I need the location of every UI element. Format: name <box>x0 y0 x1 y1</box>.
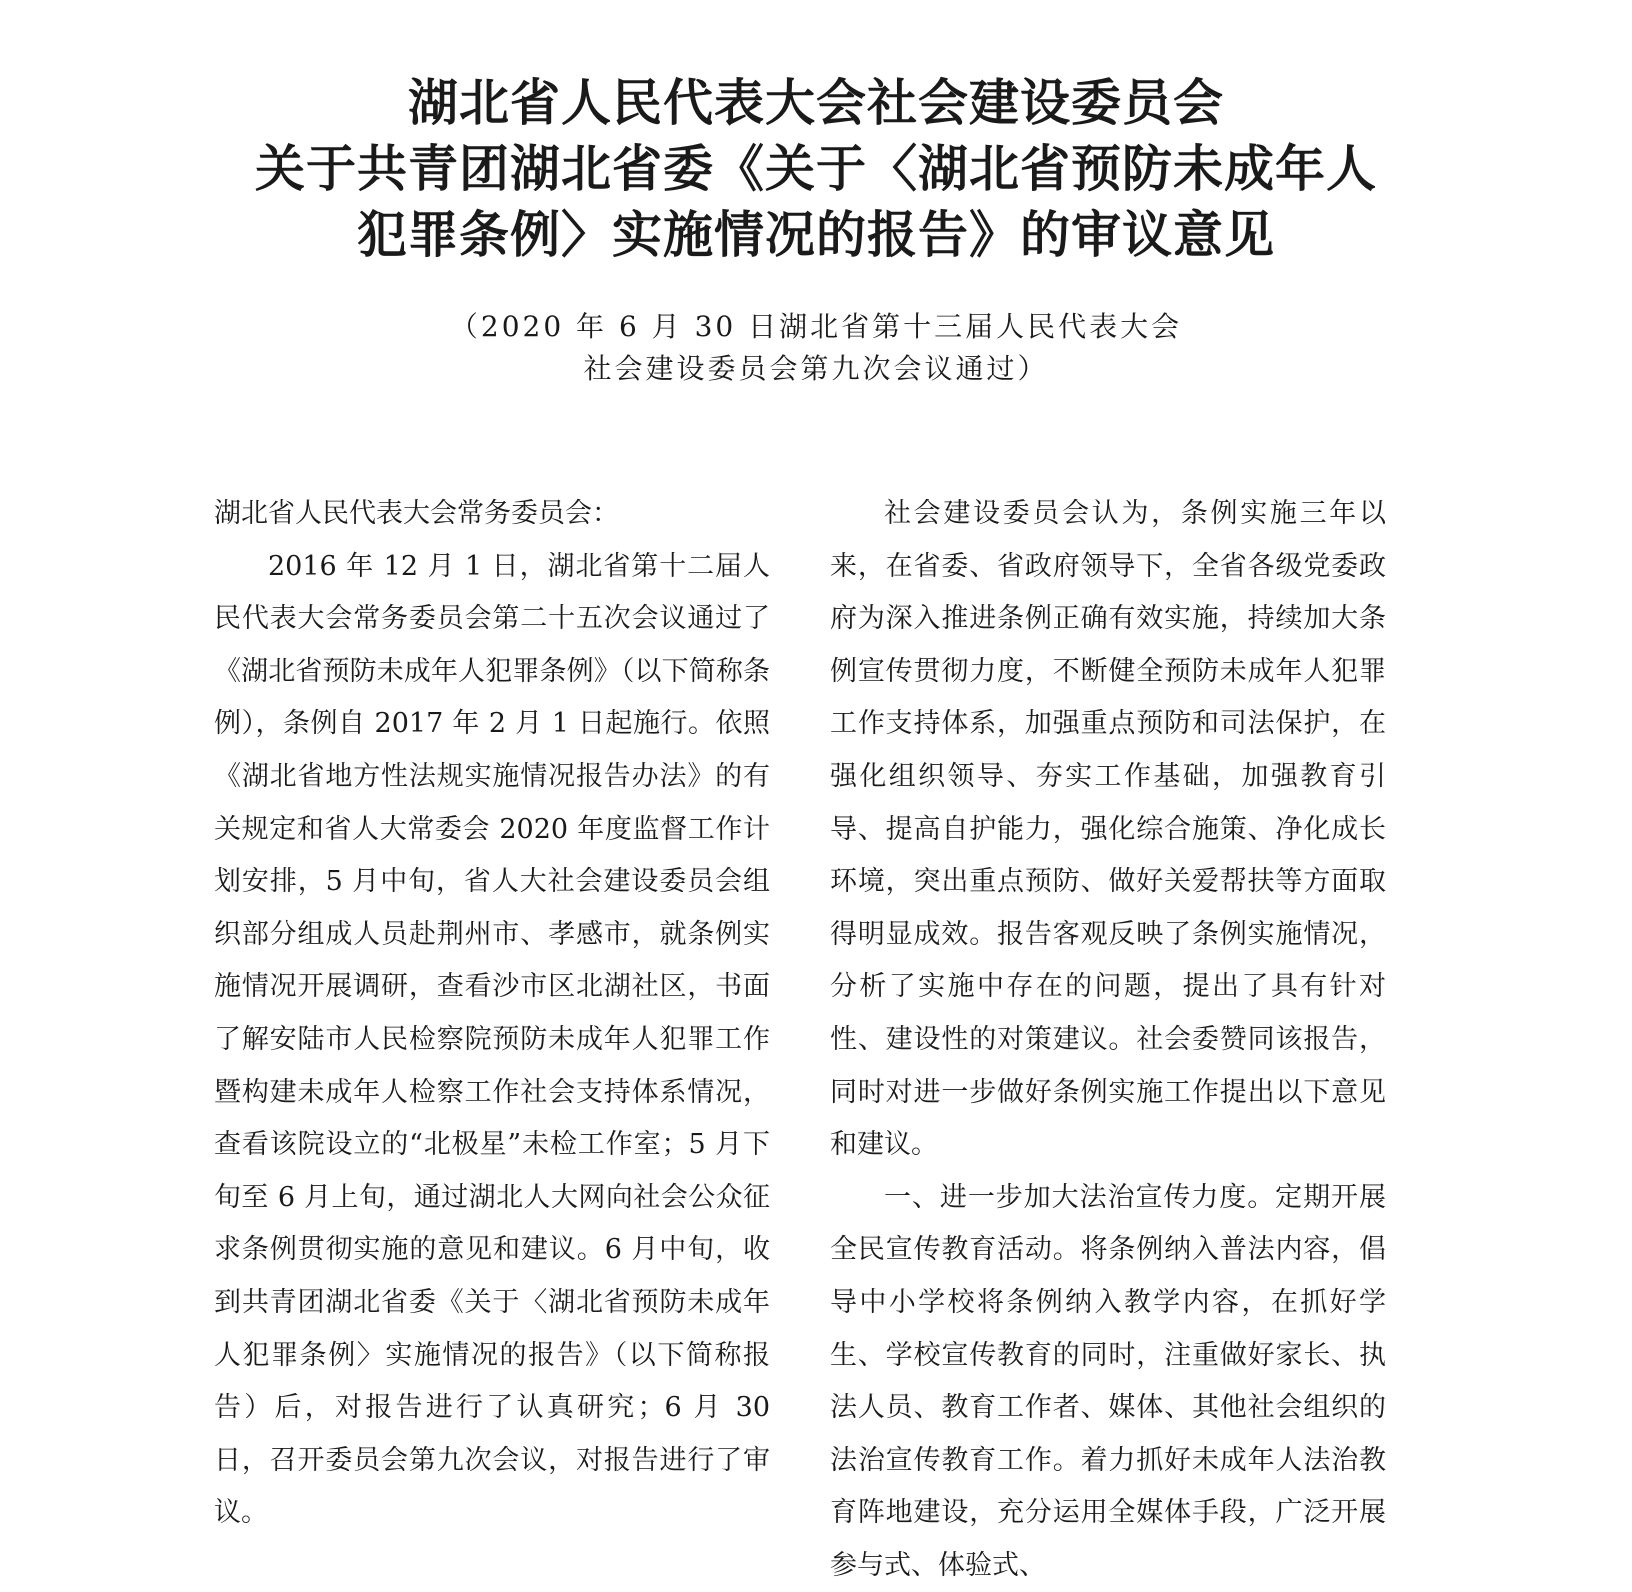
left-column <box>214 488 770 1540</box>
subtitle-line-2: 社会建设委员会第九次会议通过） <box>583 352 1049 385</box>
salutation: 湖北省人民代表大会常务委员会： <box>214 498 619 529</box>
body-paragraph: 2016 年 12 月 1 日，湖北省第十二届人民代表大会常务委员会第二十五次会议通过了《湖北省预防未成年人犯罪条例》（以下简称条例），条例自 2017 年 2 月 1 日起施行。依照《湖北省地方性法规实施情况报告办法》的有关规定和省人大常委会 2020 年度监督工作计划安排，5 月中旬，省人大社会建设委员会组织部分组成人员赴荆州市、孝感市，就条例实施情况开展调研，查看沙市区北湖社区，书面了解安陆市人民检察院预防未成年人犯罪工作暨构建未成年人检察工作社会支持体系情况，查看该院设立的“北极星”未检工作室；5 月下旬至 6 月上旬，通过湖北人大网向社会公众征求条例贯彻实施的意见和建议。6 月中旬，收到共青团湖北省委《关于〈湖北省预防未成年人犯罪条例〉实施情况的报告》（以下简称报告）后，对报告进行了认真研究；6 月 30 日，召开委员会第九次会议，对报告进行了审议。 <box>214 550 770 1529</box>
document-subtitle <box>0 306 1632 390</box>
title-line-1: 湖北省人民代表大会社会建设委员会 <box>408 74 1224 132</box>
title-line-2: 关于共青团湖北省委《关于〈湖北省预防未成年人 <box>255 140 1377 198</box>
body-paragraph: 社会建设委员会认为，条例实施三年以来，在省委、省政府领导下，全省各级党委政府为深入推进条例正确有效实施，持续加大条例宣传贯彻力度，不断健全预防未成年人犯罪工作支持体系，加强重点预防和司法保护，在强化组织领导、夯实工作基础，加强教育引导、提高自护能力，强化综合施策、净化成长环境，突出重点预防、做好关爱帮扶等方面取得明显成效。报告客观反映了条例实施情况，分析了实施中存在的问题，提出了具有针对性、建设性的对策建议。社会委赞同该报告，同时对进一步做好条例实施工作提出以下意见和建议。 <box>830 498 1386 1161</box>
subtitle-line-1: （2020 年 6 月 30 日湖北省第十三届人民代表大会 <box>449 310 1183 343</box>
body-paragraph: 一、进一步加大法治宣传力度。定期开展全民宣传教育活动。将条例纳入普法内容，倡导中小学校将条例纳入教学内容，在抓好学生、学校宣传教育的同时，注重做好家长、执法人员、教育工作者、媒体、其他社会组织的法治宣传教育工作。着力抓好未成年人法治教育阵地建设，充分运用全媒体手段，广泛开展参与式、体验式、 <box>830 1181 1386 1581</box>
document-title <box>0 70 1632 268</box>
right-column <box>830 488 1386 1592</box>
title-line-3: 犯罪条例〉实施情况的报告》的审议意见 <box>357 206 1275 264</box>
